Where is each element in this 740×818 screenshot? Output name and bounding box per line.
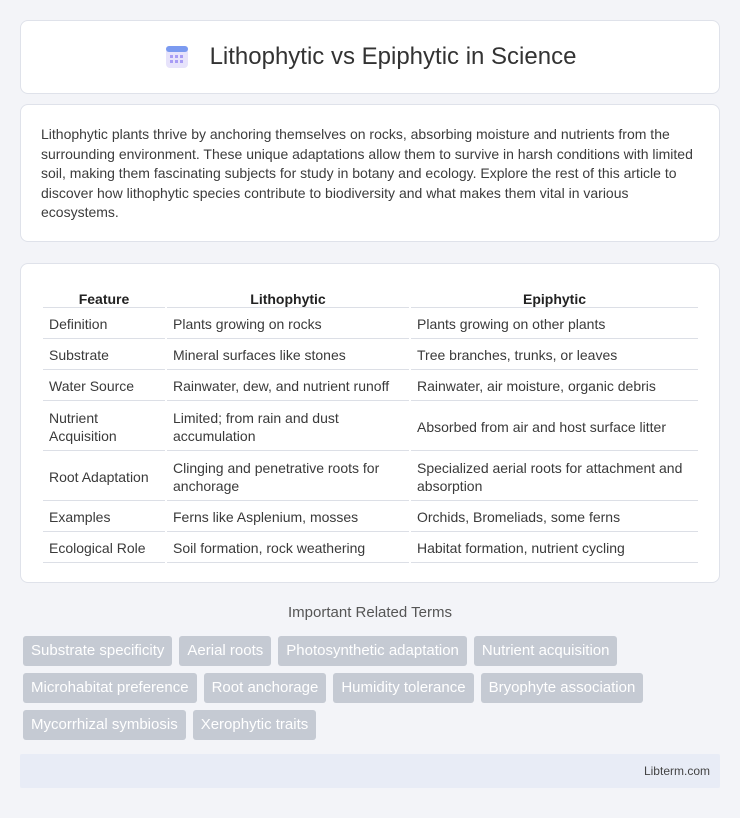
table-cell: Root Adaptation	[43, 453, 165, 501]
table-cell: Examples	[43, 503, 165, 532]
table-cell: Ferns like Asplenium, mosses	[167, 503, 409, 532]
table-cell: Clinging and penetrative roots for anchorage	[167, 453, 409, 501]
table-cell: Definition	[43, 310, 165, 339]
table-cell: Orchids, Bromeliads, some ferns	[411, 503, 698, 532]
table-cell: Rainwater, dew, and nutrient runoff	[167, 372, 409, 401]
tag-aerial-roots[interactable]: Aerial roots	[179, 636, 271, 666]
tag-bryophyte-association[interactable]: Bryophyte association	[481, 673, 644, 703]
header-epiphytic: Epiphytic	[411, 286, 698, 308]
related-terms-heading: Important Related Terms	[288, 604, 452, 621]
tag-microhabitat-preference[interactable]: Microhabitat preference	[23, 673, 197, 703]
comparison-table-card	[20, 263, 720, 583]
tag-xerophytic-traits[interactable]: Xerophytic traits	[193, 710, 317, 740]
table-cell: Ecological Role	[43, 534, 165, 563]
document-list-icon	[164, 44, 190, 70]
table-row	[43, 310, 698, 339]
related-terms-list	[23, 636, 723, 747]
intro-paragraph: Lithophytic plants thrive by anchoring themselves on rocks, absorbing moisture and nutrients from the surrounding environment. These unique adaptations allow them to survive in harsh conditions with limited soil, making them fascinating subjects for study in botany and ecology. Explore the rest of this article to discover how lithophytic species contribute to biodiversity and what makes them vital in various ecosystems.	[41, 126, 693, 221]
table-cell: Mineral surfaces like stones	[167, 341, 409, 370]
table-row	[43, 503, 698, 532]
table-cell: Tree branches, trunks, or leaves	[411, 341, 698, 370]
table-row	[43, 453, 698, 501]
tag-nutrient-acquisition[interactable]: Nutrient acquisition	[474, 636, 618, 666]
tag-root-anchorage[interactable]: Root anchorage	[204, 673, 327, 703]
footer-brand-link[interactable]: Libterm.com	[643, 764, 710, 778]
header-lithophytic: Lithophytic	[167, 286, 409, 308]
table-cell: Nutrient Acquisition	[43, 403, 165, 451]
comparison-table	[41, 284, 700, 565]
table-cell: Plants growing on other plants	[411, 310, 698, 339]
tag-mycorrhizal-symbiosis[interactable]: Mycorrhizal symbiosis	[23, 710, 186, 740]
tag-humidity-tolerance[interactable]: Humidity tolerance	[333, 673, 473, 703]
table-cell: Substrate	[43, 341, 165, 370]
table-cell: Habitat formation, nutrient cycling	[411, 534, 698, 563]
page-title: Lithophytic vs Epiphytic in Science	[209, 43, 577, 70]
table-cell: Rainwater, air moisture, organic debris	[411, 372, 698, 401]
table-row	[43, 403, 698, 451]
header-feature: Feature	[43, 286, 165, 308]
table-row	[43, 341, 698, 370]
table-cell: Water Source	[43, 372, 165, 401]
footer	[20, 754, 720, 788]
table-cell: Plants growing on rocks	[167, 310, 409, 339]
tag-substrate-specificity[interactable]: Substrate specificity	[23, 636, 172, 666]
table-cell: Limited; from rain and dust accumulation	[167, 403, 409, 451]
table-row	[43, 372, 698, 401]
table-cell: Soil formation, rock weathering	[167, 534, 409, 563]
table-row	[43, 534, 698, 563]
header-card	[20, 20, 720, 94]
table-cell: Specialized aerial roots for attachment and absorption	[411, 453, 698, 501]
table-cell: Absorbed from air and host surface litter	[411, 403, 698, 451]
tag-photosynthetic-adaptation[interactable]: Photosynthetic adaptation	[278, 636, 467, 666]
intro-card	[20, 104, 720, 242]
